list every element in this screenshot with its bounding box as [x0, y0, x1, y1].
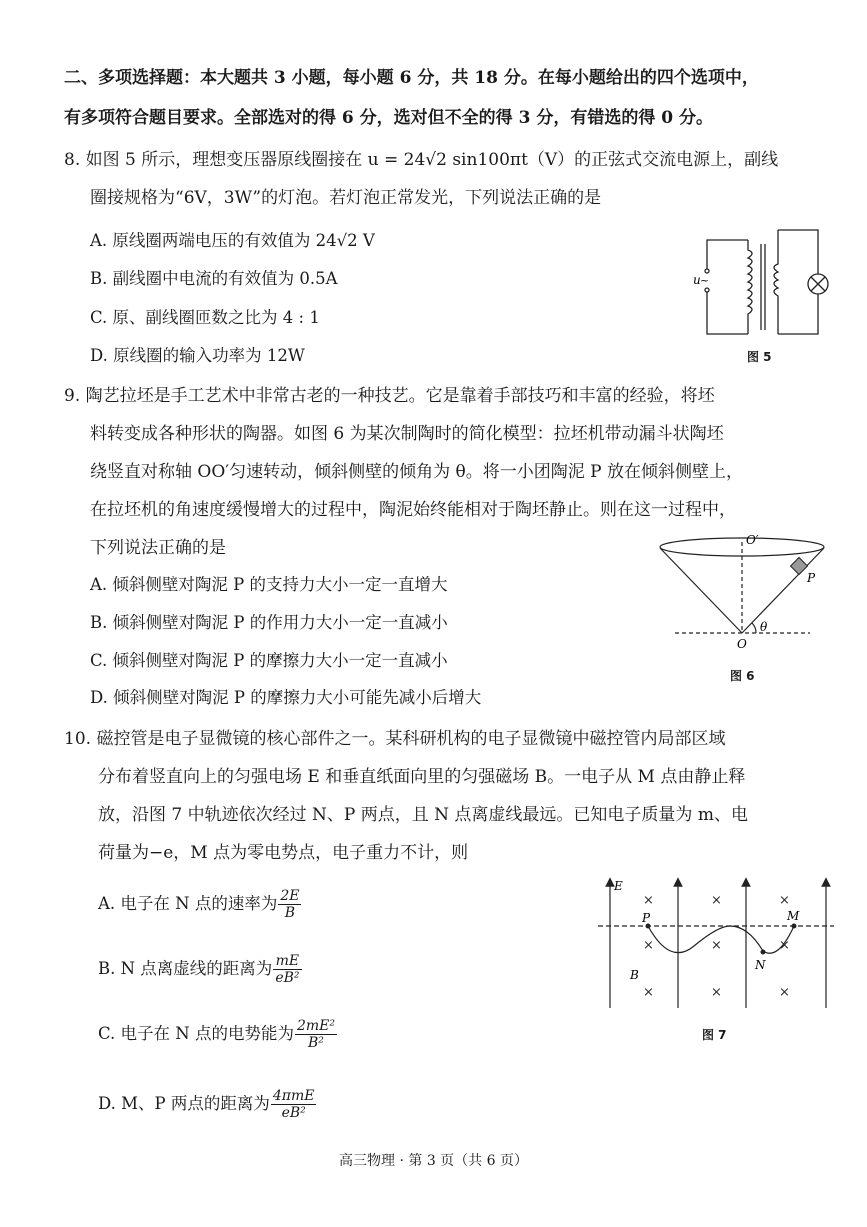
q10-option-a-denominator: B	[284, 905, 296, 921]
figure-7-cross-7: ×	[643, 985, 654, 1000]
q10-option-d-denominator: eB²	[281, 1105, 306, 1121]
figure-7-cross-5: ×	[711, 938, 722, 953]
q10-option-d-text: D. M、P 两点的距离为	[98, 1094, 270, 1113]
figure-6-label-theta: θ	[760, 620, 768, 634]
q9-stem-line5: 下列说法正确的是	[90, 538, 226, 558]
q8-option-b: B. 副线圈中电流的有效值为 0.5A	[90, 269, 338, 288]
q9-stem-line1: 9. 陶艺拉坯是手工艺术中非常古老的一种技艺。它是靠着手部技巧和丰富的经验，将坯	[64, 386, 715, 406]
q10-stem-line2: 分布着竖直向上的匀强电场 E 和垂直纸面向里的匀强磁场 B。一电子从 M 点由静止释	[98, 767, 746, 787]
figure-7-field-diagram	[598, 876, 838, 1012]
q10-option-c-denominator: B²	[308, 1035, 324, 1051]
q9-option-d: D. 倾斜侧壁对陶泥 P 的摩擦力大小可能先减小后增大	[90, 688, 482, 707]
figure-7-label-e: E	[614, 879, 623, 893]
q10-option-a	[98, 888, 302, 921]
figure-7-label-n: N	[755, 958, 766, 972]
figure-7-cross-9: ×	[779, 985, 790, 1000]
figure-7-label-b: B	[630, 968, 639, 982]
q9-stem-line3: 绕竖直对称轴 OO′匀速转动，倾斜侧壁的倾角为 θ。将一小团陶泥 P 放在倾斜侧壁上，	[90, 462, 744, 482]
q8-option-a: A. 原线圈两端电压的有效值为 24√2 V	[90, 231, 375, 250]
figure-5-source-symbol: ~	[700, 274, 710, 287]
q9-stem-line4: 在拉坯机的角速度缓慢增大的过程中，陶泥始终能相对于陶坯静止。则在这一过程中，	[90, 500, 736, 520]
q10-stem-line4: 荷量为−e，M 点为零电势点，电子重力不计，则	[98, 843, 469, 863]
q9-option-c: C. 倾斜侧壁对陶泥 P 的摩擦力大小一定一直减小	[90, 651, 448, 670]
q8-option-c: C. 原、副线圈匝数之比为 4 : 1	[90, 308, 320, 327]
q10-option-c-text: C. 电子在 N 点的电势能为	[98, 1024, 294, 1043]
q8-stem-line1: 8. 如图 5 所示，理想变压器原线圈接在 u = 24√2 sin100πt（V）的正弦式交流电源上，副线	[64, 150, 779, 170]
q8-stem-line2: 圈接规格为“6V，3W”的灯泡。若灯泡正常发光，下列说法正确的是	[90, 188, 602, 208]
figure-6-caption: 图 6	[730, 669, 755, 683]
figure-7-cross-6: ×	[779, 938, 790, 953]
figure-6-cone	[650, 532, 835, 657]
q10-option-a-numerator: 2E	[280, 888, 300, 904]
q10-option-d-numerator: 4πmE	[272, 1088, 315, 1104]
section-title-line1: 二、多项选择题：本大题共 3 小题，每小题 6 分，共 18 分。在每小题给出的四个选项中，	[64, 68, 759, 88]
q10-option-b	[98, 953, 303, 986]
figure-6-label-o: O	[737, 637, 747, 651]
q10-stem-line1: 10. 磁控管是电子显微镜的核心部件之一。某科研机构的电子显微镜中磁控管内局部区域	[64, 729, 726, 749]
figure-7-cross-3: ×	[779, 893, 790, 908]
q8-option-d: D. 原线圈的输入功率为 12W	[90, 346, 305, 365]
q9-option-a: A. 倾斜侧壁对陶泥 P 的支持力大小一定一直增大	[90, 575, 448, 594]
q10-stem-line3: 放，沿图 7 中轨迹依次经过 N、P 两点，且 N 点离虚线最远。已知电子质量为 m、电	[98, 805, 748, 825]
figure-7-label-p: P	[642, 911, 651, 925]
q10-option-b-text: B. N 点离虚线的距离为	[98, 959, 273, 978]
figure-6-label-p: P	[807, 571, 816, 585]
page-footer: 高三物理 · 第 3 页（共 6 页）	[339, 1153, 528, 1169]
figure-5-u-label: u	[693, 273, 701, 287]
figure-7-cross-4: ×	[643, 938, 654, 953]
figure-7-caption: 图 7	[702, 1028, 727, 1042]
figure-7-cross-1: ×	[643, 893, 654, 908]
figure-5-transformer	[690, 222, 840, 347]
q9-option-b: B. 倾斜侧壁对陶泥 P 的作用力大小一定一直减小	[90, 613, 448, 632]
q10-option-a-text: A. 电子在 N 点的速率为	[98, 894, 278, 913]
figure-7-label-m: M	[787, 909, 800, 923]
q10-option-d	[98, 1088, 317, 1121]
figure-7-cross-8: ×	[711, 985, 722, 1000]
figure-6-label-o-prime: O′	[746, 533, 759, 547]
q10-option-b-numerator: mE	[273, 953, 301, 970]
q10-option-b-denominator: eB²	[275, 970, 300, 986]
q9-stem-line2: 料转变成各种形状的陶器。如图 6 为某次制陶时的简化模型：拉坯机带动漏斗状陶坯	[90, 424, 724, 444]
q10-option-c	[98, 1018, 338, 1051]
figure-7-cross-2: ×	[711, 893, 722, 908]
section-title-line2: 有多项符合题目要求。全部选对的得 6 分，选对但不全的得 3 分，有错选的得 0 分。	[64, 108, 713, 128]
figure-5-caption: 图 5	[747, 350, 772, 364]
q10-option-c-numerator: 2mE²	[296, 1018, 335, 1034]
